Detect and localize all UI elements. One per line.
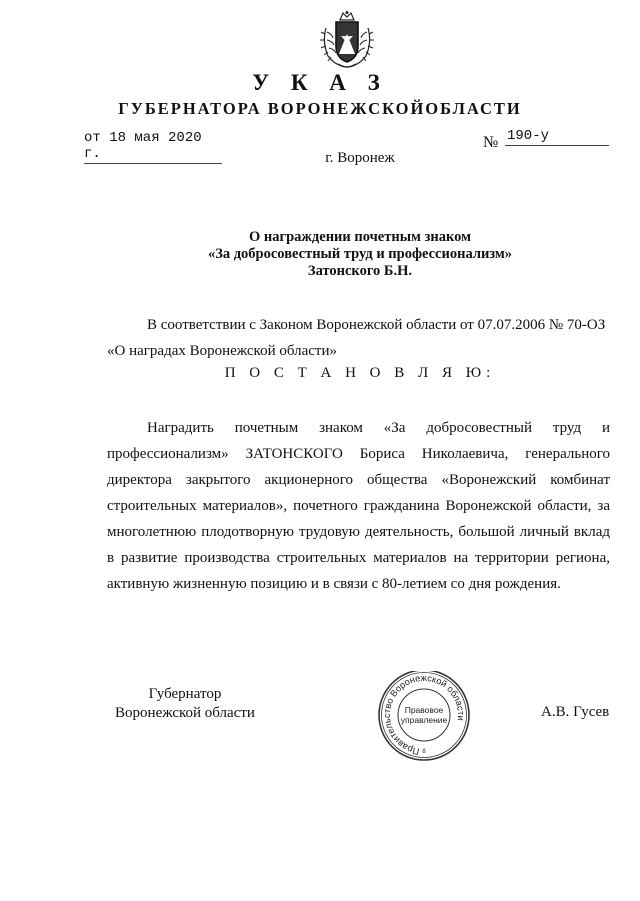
issuer-title: ГУБЕРНАТОРА ВОРОНЕЖСКОЙОБЛАСТИ [118, 99, 522, 118]
stamp-ring-text: Правительство Воронежской области [381, 672, 467, 757]
document-date: от 18 мая 2020 г. [84, 130, 222, 164]
document-number-value: 190-у [507, 128, 550, 144]
city-line: г. Воронеж [325, 150, 395, 166]
coat-of-arms-icon [318, 10, 376, 72]
signatory-position [110, 685, 260, 723]
signatory-name: А.В. Гусев [541, 704, 610, 720]
document-number [505, 128, 609, 146]
stamp-center-line-2: управление [400, 715, 448, 725]
subject-line-1: О награждении почетным знаком [249, 229, 471, 245]
number-sign: № [483, 134, 499, 151]
subject-line-2: «За добросовестный труд и профессионализм» [207, 246, 513, 262]
decree-body-paragraph: Наградить почетным знаком «За добросовестный труд и профессионализм» ЗАТОНСКОГО Бориса Николаевича, генерального директора закрытого акционерного общества «Воронежский комбинат строительных материалов», почетного гражданина Воронежской области, за многолетнюю плодотворную трудовую деятельность, большой личный вклад в развитие производства строительных материалов на территории региона, активную жизненную позицию и в связи с 80-летием со дня рождения. [107, 420, 610, 592]
position-line-1: Губернатор [148, 686, 222, 702]
document-subject [0, 229, 640, 280]
official-stamp [373, 671, 475, 763]
stamp-number: 8 [422, 749, 426, 755]
subject-line-3: Затонского Б.Н. [307, 263, 413, 279]
legal-basis-paragraph: В соответствии с Законом Воронежской области от 07.07.2006 № 70-ОЗ «О наградах Воронежской области» [107, 317, 606, 359]
decree-heading: П О С Т А Н О В Л Я Ю: [224, 365, 496, 381]
position-line-2: Воронежской области [115, 705, 255, 721]
stamp-center-line-1: Правовое [404, 705, 444, 715]
document-type-title: У К А З [252, 70, 388, 95]
